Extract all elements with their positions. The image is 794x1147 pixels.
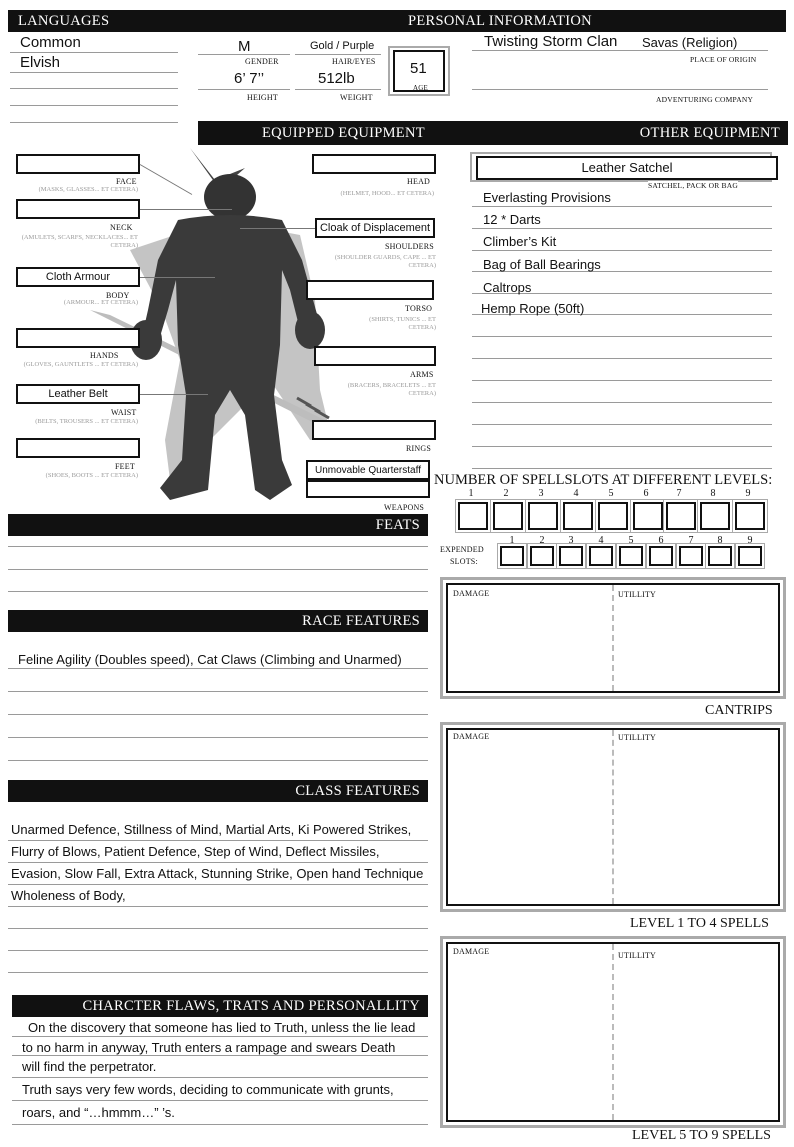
race-line: [8, 714, 428, 715]
other-equipment-line: [472, 424, 772, 425]
level-5-9-divider: [612, 944, 614, 1120]
body-hint: (ARMOUR... ET CETERA): [63, 299, 138, 306]
feats-line: [8, 546, 428, 547]
class-line: [8, 884, 428, 885]
spellslot-level-number: 6: [643, 488, 649, 499]
flaws-header: CHARCTER FLAWS, TRATS AND PERSONALLITY: [82, 998, 420, 1014]
class-feature-line-4[interactable]: Wholeness of Body,: [11, 888, 126, 903]
class-feature-line-1[interactable]: Unarmed Defence, Stillness of Mind, Martial Arts, Ki Powered Strikes,: [11, 822, 412, 837]
cantrips-label: CANTRIPS: [705, 703, 773, 718]
origin-label: PLACE OF ORIGIN: [690, 55, 757, 64]
level-1-4-divider: [612, 730, 614, 904]
expended-level-number: 7: [688, 535, 694, 546]
feats-header: FEATS: [375, 517, 420, 533]
face-label: FACE: [116, 177, 137, 186]
expended-slot-box[interactable]: [559, 546, 583, 566]
other-equipment-item[interactable]: Everlasting Provisions: [483, 190, 611, 205]
class-line: [8, 972, 428, 973]
neck-slot[interactable]: [16, 199, 140, 219]
spellslot-box[interactable]: [563, 502, 593, 530]
spellslot-box[interactable]: [666, 502, 696, 530]
spellslot-box[interactable]: [735, 502, 765, 530]
feats-line: [8, 591, 428, 592]
expended-level-number: 2: [539, 535, 545, 546]
weight-label: WEIGHT: [340, 93, 373, 102]
feet-hint: (SHOES, BOOTS ... ET CETERA): [45, 472, 138, 479]
hands-label: HANDS: [90, 351, 119, 360]
feet-slot[interactable]: [16, 438, 140, 458]
waist-slot[interactable]: Leather Belt: [16, 384, 140, 404]
face-slot[interactable]: [16, 154, 140, 174]
spellslot-box[interactable]: [700, 502, 730, 530]
rings-slot[interactable]: [312, 420, 436, 440]
other-equipment-line: [472, 446, 772, 447]
class-line: [8, 840, 428, 841]
face-hint: (MASKS, GLASSES... ET CETERA): [38, 186, 138, 193]
spellslot-box[interactable]: [493, 502, 523, 530]
torso-label: TORSO: [405, 304, 433, 313]
equipped-equipment-header: EQUIPPED EQUIPMENT: [262, 125, 425, 141]
waist-label: WAIST: [111, 408, 137, 417]
spellslot-level-number: 9: [745, 488, 751, 499]
expended-slot-box[interactable]: [679, 546, 703, 566]
other-equipment-item[interactable]: Caltrops: [483, 280, 532, 295]
race-features-header: RACE FEATURES: [302, 613, 420, 629]
race-line: [8, 760, 428, 761]
languages-line: [10, 122, 178, 123]
race-line: [8, 691, 428, 692]
level-1-4-label: LEVEL 1 TO 4 SPELLS: [630, 916, 769, 931]
head-slot[interactable]: [312, 154, 436, 174]
height-label: HEIGHT: [247, 93, 278, 102]
expended-level-number: 8: [717, 535, 723, 546]
language-2[interactable]: Elvish: [20, 54, 61, 71]
class-feature-line-2[interactable]: Flurry of Blows, Patient Defence, Step of Wind, Deflect Missiles,: [11, 844, 380, 859]
expended-label-1: EXPENDED: [440, 545, 484, 554]
expended-slot-box[interactable]: [500, 546, 524, 566]
torso-slot[interactable]: [306, 280, 434, 300]
weight-value[interactable]: 512lb: [318, 70, 355, 87]
height-line: [198, 89, 290, 90]
other-equipment-line: [472, 402, 772, 403]
level-1-4-damage-label: DAMAGE: [453, 732, 490, 741]
flaws-line: [12, 1055, 428, 1056]
waist-connector: [140, 394, 208, 395]
gender-label: GENDER: [245, 57, 279, 66]
expended-level-number: 1: [509, 535, 515, 546]
spellslot-box[interactable]: [458, 502, 488, 530]
level-5-9-label: LEVEL 5 TO 9 SPELLS: [632, 1128, 771, 1143]
race-line: [8, 668, 428, 669]
hair-eyes-line: [295, 54, 381, 55]
arms-label: ARMS: [410, 370, 434, 379]
other-equipment-item[interactable]: Climber’s Kit: [483, 234, 557, 249]
other-equipment-item[interactable]: 12 * Darts: [483, 212, 541, 227]
arms-slot[interactable]: [314, 346, 436, 366]
flaws-line-1[interactable]: On the discovery that someone has lied to Truth, unless the lie lead: [28, 1020, 416, 1035]
class-features-header-bar: [8, 780, 428, 802]
spellslot-level-number: 5: [608, 488, 614, 499]
head-shape: [204, 174, 256, 220]
neck-connector: [140, 209, 232, 210]
class-line: [8, 862, 428, 863]
expended-level-number: 5: [628, 535, 634, 546]
feet-label: FEET: [115, 462, 135, 471]
expended-slot-box[interactable]: [708, 546, 732, 566]
expended-slot-box[interactable]: [649, 546, 673, 566]
cantrips-utility-label: UTILLITY: [618, 590, 657, 599]
shoulders-hint: (SHOULDER GUARDS, CAPE ... ET CETERA): [334, 254, 436, 269]
origin-value[interactable]: Twisting Storm Clan: [484, 33, 618, 50]
hair-eyes-label: HAIR/EYES: [332, 57, 376, 66]
class-feature-line-3[interactable]: Evasion, Slow Fall, Extra Attack, Stunning Strike, Open hand Technique: [11, 866, 424, 881]
weapons-label: WEAPONS: [384, 503, 425, 512]
shoulders-slot[interactable]: Cloak of Displacement: [315, 218, 435, 238]
race-features-header-bar: [8, 610, 428, 632]
languages-header-bar: [8, 10, 786, 32]
other-equipment-line: [472, 468, 772, 469]
company-label: ADVENTURING COMPANY: [656, 95, 754, 104]
shoulders-label: SHOULDERS: [385, 242, 434, 251]
cantrips-divider: [612, 585, 614, 691]
spellslot-level-number: 7: [676, 488, 682, 499]
expended-slot-box[interactable]: [589, 546, 613, 566]
class-line: [8, 928, 428, 929]
languages-line: [10, 105, 178, 106]
class-line: [8, 950, 428, 951]
flaws-line: [12, 1077, 428, 1078]
other-equipment-line: [472, 206, 772, 207]
other-equipment-line: [472, 228, 772, 229]
age-value: 51: [410, 60, 427, 77]
head-hint: (HELMET, HOOD... ET CETERA): [340, 190, 434, 197]
torso-hint: (SHIRTS, TUNICS ... ET CETERA): [369, 316, 436, 331]
spellslot-level-number: 4: [573, 488, 579, 499]
class-line: [8, 906, 428, 907]
spellslot-level-number: 8: [710, 488, 716, 499]
hair-eyes-value[interactable]: Gold / Purple: [310, 40, 375, 52]
languages-line: [10, 72, 178, 73]
arms-hint: (BRACERS, BRACELETS ... ET CETERA): [347, 382, 436, 397]
expended-level-number: 9: [747, 535, 753, 546]
body-slot[interactable]: Cloth Armour: [16, 267, 140, 287]
flaws-line-3[interactable]: will find the perpetrator.: [22, 1059, 157, 1074]
race-feature-line-1[interactable]: Feline Agility (Doubles speed), Cat Claws (Climbing and Unarmed): [18, 652, 402, 667]
spellslot-box[interactable]: [598, 502, 628, 530]
other-equipment-item[interactable]: Bag of Ball Bearings: [483, 257, 601, 272]
flaws-line-4[interactable]: Truth says very few words, deciding to communicate with grunts,: [22, 1082, 394, 1097]
gender-line: [198, 54, 290, 55]
languages-line: [10, 88, 178, 89]
spellslot-level-number: 2: [503, 488, 509, 499]
expended-label-2: SLOTS:: [450, 557, 478, 566]
flaws-line: [12, 1036, 428, 1037]
spellslots-title: NUMBER OF SPELLSLOTS AT DIFFERENT LEVELS:: [434, 472, 773, 488]
level-5-9-damage-label: DAMAGE: [453, 947, 490, 956]
other-equipment-line: [472, 250, 772, 251]
hands-slot[interactable]: [16, 328, 140, 348]
shoulders-connector: [240, 228, 315, 229]
neck-label: NECK: [110, 223, 133, 232]
flaws-line-2[interactable]: to no harm in anyway, Truth enters a rampage and swears Death: [22, 1040, 396, 1055]
origin-line: [472, 50, 768, 51]
languages-line: [10, 52, 178, 53]
gender-value[interactable]: M: [238, 38, 251, 55]
expended-slot-box[interactable]: [530, 546, 554, 566]
personal-information-header: PERSONAL INFORMATION: [408, 13, 592, 29]
right-fist: [295, 311, 325, 349]
spellslot-level-number: 1: [468, 488, 474, 499]
language-1[interactable]: Common: [20, 34, 81, 51]
weight-line: [295, 89, 381, 90]
other-equipment-line: [472, 358, 772, 359]
hands-hint: (GLOVES, GAUNTLETS ... ET CETERA): [23, 361, 138, 368]
flaws-line-5[interactable]: roars, and “…hmmm…” ’s.: [22, 1105, 175, 1120]
company-line: [472, 89, 768, 90]
rings-label: RINGS: [406, 444, 432, 453]
flaws-header-bar: [12, 995, 428, 1017]
weapon-slot-2[interactable]: [306, 480, 430, 498]
class-features-header: CLASS FEATURES: [295, 783, 420, 799]
spellslot-level-number: 3: [538, 488, 544, 499]
expended-slot-box[interactable]: [738, 546, 762, 566]
spellslot-box[interactable]: [528, 502, 558, 530]
cantrips-damage-label: DAMAGE: [453, 589, 490, 598]
flaws-line: [12, 1124, 428, 1125]
weapon-slot-1[interactable]: Unmovable Quarterstaff: [306, 460, 430, 480]
neck-hint: (AMULETS, SCARFS, NECKLACES... ET CETERA): [21, 234, 138, 249]
head-label: HEAD: [407, 177, 431, 186]
level-1-4-utility-label: UTILLITY: [618, 733, 657, 742]
level-5-9-utility-label: UTILLITY: [618, 951, 657, 960]
race-line: [8, 737, 428, 738]
expended-slot-box[interactable]: [619, 546, 643, 566]
satchel-label: SATCHEL, PACK OR BAG: [648, 181, 738, 190]
waist-hint: (BELTS, TROUSERS ... ET CETERA): [35, 418, 138, 425]
feats-line: [8, 569, 428, 570]
other-equipment-line: [472, 336, 772, 337]
expended-level-number: 6: [658, 535, 664, 546]
age-label: AGE: [413, 84, 428, 92]
spellslot-box[interactable]: [633, 502, 663, 530]
body-label: BODY: [106, 291, 130, 300]
religion-value[interactable]: Savas (Religion): [642, 35, 738, 50]
satchel-slot[interactable]: Leather Satchel: [476, 156, 778, 180]
flaws-line: [12, 1100, 428, 1101]
other-equipment-line: [472, 380, 772, 381]
other-equipment-item[interactable]: Hemp Rope (50ft): [481, 301, 585, 316]
height-value[interactable]: 6’ 7’’: [234, 70, 265, 87]
other-equipment-header: OTHER EQUIPMENT: [639, 125, 780, 141]
feats-header-bar: [8, 514, 428, 536]
body-connector: [140, 277, 215, 278]
expended-level-number: 4: [598, 535, 604, 546]
expended-level-number: 3: [568, 535, 574, 546]
languages-header: LANGUAGES: [18, 13, 110, 29]
